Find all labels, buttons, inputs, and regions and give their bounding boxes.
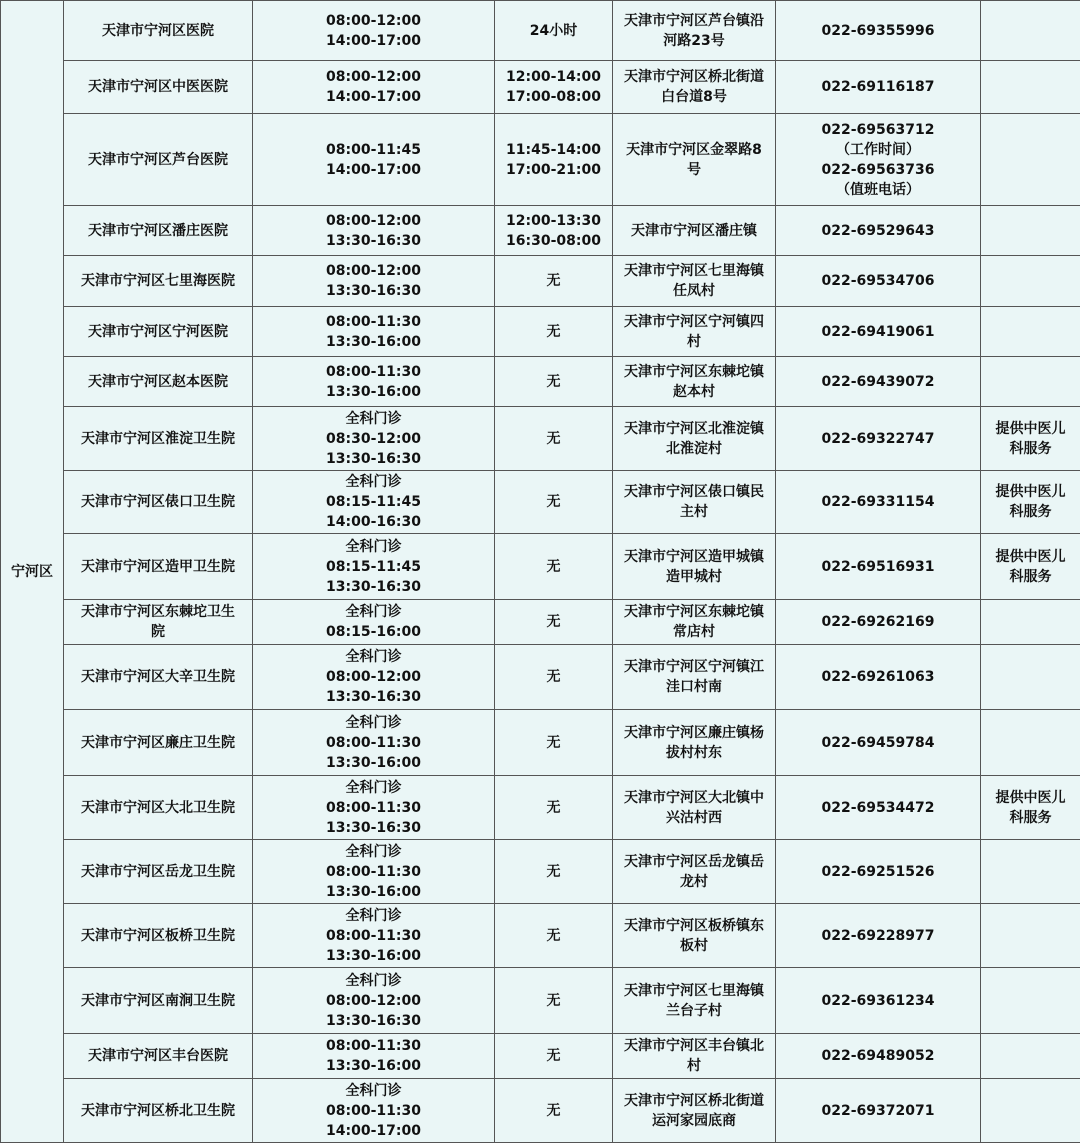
emergency-hours-cell: 无 bbox=[495, 710, 613, 776]
table-body bbox=[1, 1, 1080, 1143]
address-cell: 天津市宁河区大北镇中 兴沽村西 bbox=[613, 776, 776, 840]
note-cell bbox=[981, 256, 1080, 307]
address-cell: 天津市宁河区七里海镇 兰台子村 bbox=[613, 968, 776, 1034]
table-row bbox=[1, 600, 1080, 645]
phone-cell: 022-69534706 bbox=[776, 256, 981, 307]
hospital-name-cell: 天津市宁河区造甲卫生院 bbox=[64, 534, 253, 600]
table-row bbox=[1, 710, 1080, 776]
hospital-name-cell: 天津市宁河区廉庄卫生院 bbox=[64, 710, 253, 776]
outpatient-hours-cell: 全科门诊 08:30-12:00 13:30-16:30 bbox=[253, 407, 495, 471]
note-cell bbox=[981, 307, 1080, 357]
phone-cell: 022-69419061 bbox=[776, 307, 981, 357]
hospital-name-cell: 天津市宁河区岳龙卫生院 bbox=[64, 840, 253, 904]
phone-cell: 022-69361234 bbox=[776, 968, 981, 1034]
outpatient-hours-cell: 08:00-11:30 13:30-16:00 bbox=[253, 1034, 495, 1079]
table-row bbox=[1, 206, 1080, 256]
outpatient-hours-cell: 全科门诊 08:00-11:30 13:30-16:30 bbox=[253, 776, 495, 840]
outpatient-hours-cell: 全科门诊 08:15-11:45 14:00-16:30 bbox=[253, 471, 495, 534]
hospital-name-cell: 天津市宁河区板桥卫生院 bbox=[64, 904, 253, 968]
phone-cell: 022-69261063 bbox=[776, 645, 981, 710]
phone-cell: 022-69228977 bbox=[776, 904, 981, 968]
address-cell: 天津市宁河区丰台镇北 村 bbox=[613, 1034, 776, 1079]
phone-cell: 022-69563712 （工作时间） 022-69563736 （值班电话） bbox=[776, 114, 981, 206]
address-cell: 天津市宁河区北淮淀镇 北淮淀村 bbox=[613, 407, 776, 471]
outpatient-hours-cell: 08:00-12:00 14:00-17:00 bbox=[253, 61, 495, 114]
note-cell bbox=[981, 114, 1080, 206]
table-row bbox=[1, 968, 1080, 1034]
address-cell: 天津市宁河区廉庄镇杨 拔村村东 bbox=[613, 710, 776, 776]
address-cell: 天津市宁河区东棘坨镇 赵本村 bbox=[613, 357, 776, 407]
note-cell: 提供中医儿 科服务 bbox=[981, 407, 1080, 471]
outpatient-hours-cell: 08:00-11:30 13:30-16:00 bbox=[253, 307, 495, 357]
table-row bbox=[1, 776, 1080, 840]
emergency-hours-cell: 无 bbox=[495, 776, 613, 840]
outpatient-hours-cell: 全科门诊 08:15-11:45 13:30-16:30 bbox=[253, 534, 495, 600]
district-cell: 宁河区 bbox=[1, 1, 64, 1143]
hospital-name-cell: 天津市宁河区医院 bbox=[64, 1, 253, 61]
address-cell: 天津市宁河区宁河镇江 洼口村南 bbox=[613, 645, 776, 710]
table-row bbox=[1, 357, 1080, 407]
note-cell bbox=[981, 904, 1080, 968]
phone-cell: 022-69489052 bbox=[776, 1034, 981, 1079]
emergency-hours-cell: 无 bbox=[495, 968, 613, 1034]
address-cell: 天津市宁河区东棘坨镇 常店村 bbox=[613, 600, 776, 645]
address-cell: 天津市宁河区潘庄镇 bbox=[613, 206, 776, 256]
outpatient-hours-cell: 08:00-11:30 13:30-16:00 bbox=[253, 357, 495, 407]
outpatient-hours-cell: 08:00-12:00 13:30-16:30 bbox=[253, 256, 495, 307]
note-cell bbox=[981, 840, 1080, 904]
note-cell bbox=[981, 600, 1080, 645]
outpatient-hours-cell: 全科门诊 08:00-11:30 13:30-16:00 bbox=[253, 710, 495, 776]
phone-cell: 022-69516931 bbox=[776, 534, 981, 600]
outpatient-hours-cell: 08:00-11:45 14:00-17:00 bbox=[253, 114, 495, 206]
hospital-name-cell: 天津市宁河区丰台医院 bbox=[64, 1034, 253, 1079]
note-cell: 提供中医儿 科服务 bbox=[981, 471, 1080, 534]
emergency-hours-cell: 12:00-14:00 17:00-08:00 bbox=[495, 61, 613, 114]
address-cell: 天津市宁河区岳龙镇岳 龙村 bbox=[613, 840, 776, 904]
emergency-hours-cell: 无 bbox=[495, 1079, 613, 1143]
table-row bbox=[1, 1079, 1080, 1143]
table-row bbox=[1, 307, 1080, 357]
address-cell: 天津市宁河区宁河镇四 村 bbox=[613, 307, 776, 357]
table-row bbox=[1, 1, 1080, 61]
table-row bbox=[1, 645, 1080, 710]
note-cell: 提供中医儿 科服务 bbox=[981, 776, 1080, 840]
emergency-hours-cell: 24小时 bbox=[495, 1, 613, 61]
phone-cell: 022-69534472 bbox=[776, 776, 981, 840]
emergency-hours-cell: 无 bbox=[495, 904, 613, 968]
outpatient-hours-cell: 08:00-12:00 13:30-16:30 bbox=[253, 206, 495, 256]
address-cell: 天津市宁河区桥北街道 运河家园底商 bbox=[613, 1079, 776, 1143]
note-cell: 提供中医儿 科服务 bbox=[981, 534, 1080, 600]
outpatient-hours-cell: 全科门诊 08:00-11:30 13:30-16:00 bbox=[253, 904, 495, 968]
emergency-hours-cell: 11:45-14:00 17:00-21:00 bbox=[495, 114, 613, 206]
outpatient-hours-cell: 08:00-12:00 14:00-17:00 bbox=[253, 1, 495, 61]
table-row bbox=[1, 840, 1080, 904]
table-row bbox=[1, 114, 1080, 206]
emergency-hours-cell: 无 bbox=[495, 534, 613, 600]
note-cell bbox=[981, 357, 1080, 407]
phone-cell: 022-69355996 bbox=[776, 1, 981, 61]
emergency-hours-cell: 无 bbox=[495, 471, 613, 534]
phone-cell: 022-69529643 bbox=[776, 206, 981, 256]
hospital-name-cell: 天津市宁河区芦台医院 bbox=[64, 114, 253, 206]
phone-cell: 022-69372071 bbox=[776, 1079, 981, 1143]
table-row bbox=[1, 471, 1080, 534]
phone-cell: 022-69459784 bbox=[776, 710, 981, 776]
hospital-name-cell: 天津市宁河区七里海医院 bbox=[64, 256, 253, 307]
hospital-name-cell: 天津市宁河区中医医院 bbox=[64, 61, 253, 114]
hospital-name-cell: 天津市宁河区淮淀卫生院 bbox=[64, 407, 253, 471]
table-row bbox=[1, 534, 1080, 600]
outpatient-hours-cell: 全科门诊 08:00-11:30 14:00-17:00 bbox=[253, 1079, 495, 1143]
address-cell: 天津市宁河区芦台镇沿 河路23号 bbox=[613, 1, 776, 61]
address-cell: 天津市宁河区七里海镇 任凤村 bbox=[613, 256, 776, 307]
table-row bbox=[1, 256, 1080, 307]
emergency-hours-cell: 无 bbox=[495, 600, 613, 645]
emergency-hours-cell: 无 bbox=[495, 307, 613, 357]
note-cell bbox=[981, 1034, 1080, 1079]
address-cell: 天津市宁河区俵口镇民 主村 bbox=[613, 471, 776, 534]
outpatient-hours-cell: 全科门诊 08:00-11:30 13:30-16:00 bbox=[253, 840, 495, 904]
note-cell bbox=[981, 710, 1080, 776]
hospital-name-cell: 天津市宁河区大辛卫生院 bbox=[64, 645, 253, 710]
table-row bbox=[1, 61, 1080, 114]
address-cell: 天津市宁河区金翠路8 号 bbox=[613, 114, 776, 206]
address-cell: 天津市宁河区造甲城镇 造甲城村 bbox=[613, 534, 776, 600]
emergency-hours-cell: 无 bbox=[495, 357, 613, 407]
phone-cell: 022-69322747 bbox=[776, 407, 981, 471]
emergency-hours-cell: 12:00-13:30 16:30-08:00 bbox=[495, 206, 613, 256]
table-row bbox=[1, 1034, 1080, 1079]
note-cell bbox=[981, 645, 1080, 710]
table-row bbox=[1, 904, 1080, 968]
note-cell bbox=[981, 1, 1080, 61]
phone-cell: 022-69116187 bbox=[776, 61, 981, 114]
emergency-hours-cell: 无 bbox=[495, 407, 613, 471]
address-cell: 天津市宁河区板桥镇东 板村 bbox=[613, 904, 776, 968]
hospital-name-cell: 天津市宁河区赵本医院 bbox=[64, 357, 253, 407]
hospital-name-cell: 天津市宁河区东棘坨卫生 院 bbox=[64, 600, 253, 645]
hospital-name-cell: 天津市宁河区宁河医院 bbox=[64, 307, 253, 357]
phone-cell: 022-69331154 bbox=[776, 471, 981, 534]
emergency-hours-cell: 无 bbox=[495, 256, 613, 307]
note-cell bbox=[981, 968, 1080, 1034]
hospital-name-cell: 天津市宁河区桥北卫生院 bbox=[64, 1079, 253, 1143]
emergency-hours-cell: 无 bbox=[495, 645, 613, 710]
note-cell bbox=[981, 61, 1080, 114]
outpatient-hours-cell: 全科门诊 08:00-12:00 13:30-16:30 bbox=[253, 968, 495, 1034]
emergency-hours-cell: 无 bbox=[495, 840, 613, 904]
phone-cell: 022-69439072 bbox=[776, 357, 981, 407]
hospital-name-cell: 天津市宁河区俵口卫生院 bbox=[64, 471, 253, 534]
note-cell bbox=[981, 206, 1080, 256]
emergency-hours-cell: 无 bbox=[495, 1034, 613, 1079]
hospital-name-cell: 天津市宁河区潘庄医院 bbox=[64, 206, 253, 256]
address-cell: 天津市宁河区桥北街道 白台道8号 bbox=[613, 61, 776, 114]
outpatient-hours-cell: 全科门诊 08:15-16:00 bbox=[253, 600, 495, 645]
phone-cell: 022-69262169 bbox=[776, 600, 981, 645]
note-cell bbox=[981, 1079, 1080, 1143]
table-row bbox=[1, 407, 1080, 471]
phone-cell: 022-69251526 bbox=[776, 840, 981, 904]
hospital-name-cell: 天津市宁河区南涧卫生院 bbox=[64, 968, 253, 1034]
outpatient-hours-cell: 全科门诊 08:00-12:00 13:30-16:30 bbox=[253, 645, 495, 710]
hospital-name-cell: 天津市宁河区大北卫生院 bbox=[64, 776, 253, 840]
